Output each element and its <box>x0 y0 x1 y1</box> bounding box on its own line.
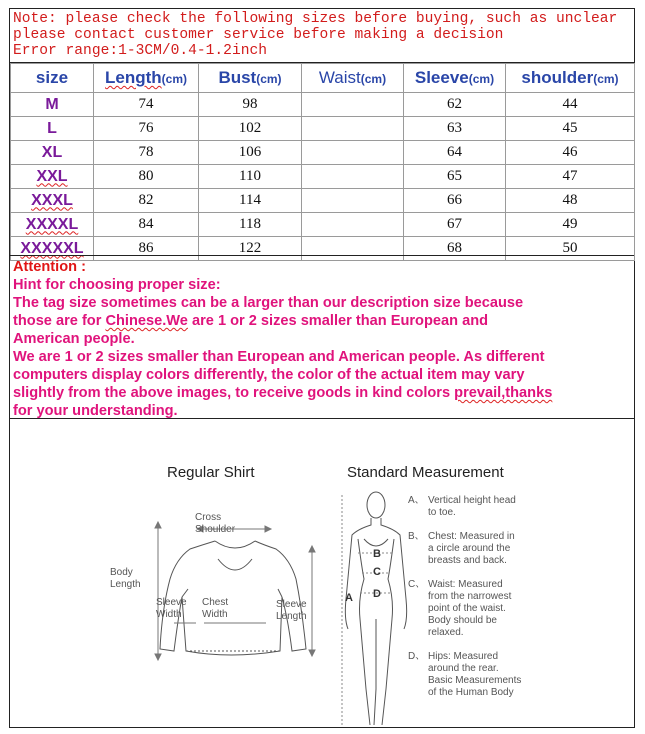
size-value-cell: 66 <box>404 189 506 213</box>
attention-p2-line1: We are 1 or 2 sizes smaller than European and American people. As different <box>13 349 545 365</box>
table-row <box>11 165 635 189</box>
measurement-description-line: relaxed. <box>428 627 464 638</box>
size-value-cell <box>302 213 404 237</box>
header-waist-label: Waist <box>318 68 361 87</box>
size-value-cell: 98 <box>199 93 302 117</box>
measurement-description-line: from the narrowest <box>428 591 512 602</box>
marker-c: C <box>373 566 381 578</box>
size-value-cell <box>302 165 404 189</box>
header-shoulder <box>506 64 635 93</box>
size-value-cell: 86 <box>94 237 199 261</box>
size-value-cell: 46 <box>506 141 635 165</box>
size-value-cell <box>302 141 404 165</box>
body-length-label-2: Length <box>110 579 141 590</box>
sleeve-length-label-2: Length <box>276 611 307 622</box>
measurement-description-line: of the Human Body <box>428 687 514 698</box>
size-table-header <box>11 64 635 93</box>
measurement-description-line: Basic Measurements <box>428 675 522 686</box>
attention-hint: Hint for choosing proper size: <box>13 277 221 293</box>
attention-p1-underlined: Chinese.We <box>105 313 188 329</box>
chest-width-label-1: Chest <box>202 597 229 608</box>
size-value-cell: 122 <box>199 237 302 261</box>
header-bust-label: Bust <box>218 68 257 87</box>
size-table-body <box>11 93 635 261</box>
size-value-cell: 74 <box>94 93 199 117</box>
size-value-cell: 84 <box>94 213 199 237</box>
measurement-description-line: point of the waist. <box>428 603 506 614</box>
size-value-cell: 76 <box>94 117 199 141</box>
measurement-key: B、 <box>408 531 425 542</box>
size-value-cell: 118 <box>199 213 302 237</box>
size-name-text: XXXXL <box>25 215 79 233</box>
table-row <box>11 213 635 237</box>
body-silhouette-illustration <box>336 489 416 729</box>
attention-p1-text-2: are 1 or 2 sizes smaller than European and <box>187 313 489 329</box>
size-value-cell: 49 <box>506 213 635 237</box>
attention-p2-line2: computers display colors differently, the color of the actual item may vary <box>13 367 525 383</box>
header-length-label: Length <box>105 68 162 87</box>
measurement-description-line: Hips: Measured <box>428 651 499 662</box>
size-name-text: XXL <box>36 167 68 185</box>
table-row <box>11 141 635 165</box>
marker-a: A <box>345 592 353 604</box>
header-shoulder-label: shoulder <box>521 68 594 87</box>
attention-p2-line4: for your understanding. <box>13 403 178 419</box>
header-shoulder-unit: (cm) <box>593 72 619 86</box>
marker-d: D <box>373 588 381 600</box>
size-name-cell: L <box>11 117 94 141</box>
attention-p2-line3 <box>13 384 634 402</box>
header-sleeve <box>404 64 506 93</box>
size-name-cell: XL <box>11 141 94 165</box>
header-bust-unit: (cm) <box>256 72 282 86</box>
table-row <box>11 117 635 141</box>
attention-p1-line3: American people. <box>13 331 135 347</box>
attention-p1-line1: The tag size sometimes can be a larger than our description size because <box>13 295 524 311</box>
size-value-cell: 82 <box>94 189 199 213</box>
size-value-cell <box>302 93 404 117</box>
measurement-diagram <box>10 419 634 728</box>
size-value-cell: 50 <box>506 237 635 261</box>
measurement-key: D、 <box>408 651 426 662</box>
header-bust <box>199 64 302 93</box>
table-row <box>11 189 635 213</box>
note-line-3: Error range:1-3CM/0.4-1.2inch <box>13 43 267 59</box>
size-value-cell: 67 <box>404 213 506 237</box>
size-name-cell <box>11 189 94 213</box>
measurement-description-line: a circle around the <box>428 543 511 554</box>
size-value-cell: 102 <box>199 117 302 141</box>
body-length-label-1: Body <box>110 567 133 578</box>
sleeve-length-label-1: Sleeve <box>276 599 307 610</box>
sleeve-width-label-2: Width <box>156 609 182 620</box>
attention-p2-text: slightly from the above images, to receive goods in kind colors <box>13 385 455 401</box>
attention-p2-underlined: prevail,thanks <box>454 385 553 401</box>
chest-width-label-2: Width <box>202 609 228 620</box>
table-row <box>11 93 635 117</box>
size-value-cell: 78 <box>94 141 199 165</box>
size-value-cell: 44 <box>506 93 635 117</box>
size-name-text: XXXXXL <box>20 239 84 257</box>
measurement-key: C、 <box>408 579 426 590</box>
size-name-cell <box>11 165 94 189</box>
measurement-description-line: Vertical height head <box>428 495 516 506</box>
measurement-key: A、 <box>408 495 425 506</box>
measurement-description-line: Chest: Measured in <box>428 531 515 542</box>
size-value-cell: 47 <box>506 165 635 189</box>
measurement-description-line: around the rear. <box>428 663 499 674</box>
measurement-description-line: to toe. <box>428 507 456 518</box>
size-value-cell: 114 <box>199 189 302 213</box>
size-value-cell: 110 <box>199 165 302 189</box>
standard-measurement-title: Standard Measurement <box>347 464 504 481</box>
header-size <box>11 64 94 93</box>
size-value-cell <box>302 117 404 141</box>
header-sleeve-label: Sleeve <box>414 68 469 87</box>
cross-shoulder-label-2: Shoulder <box>195 524 236 535</box>
regular-shirt-title: Regular Shirt <box>167 464 255 481</box>
header-sleeve-unit: (cm) <box>468 72 495 86</box>
attention-p1-text: those are for <box>13 313 106 329</box>
size-name-text: XXXL <box>31 191 73 209</box>
header-waist <box>302 64 404 93</box>
size-chart-frame <box>9 8 635 728</box>
size-value-cell: 80 <box>94 165 199 189</box>
measurement-description-line: Waist: Measured <box>428 579 503 590</box>
size-value-cell: 45 <box>506 117 635 141</box>
note-banner <box>10 9 634 63</box>
header-size-label: size <box>35 68 69 87</box>
size-name-cell: M <box>11 93 94 117</box>
size-value-cell: 68 <box>404 237 506 261</box>
note-line-2: please contact customer service before making a decision <box>13 27 504 43</box>
header-length-unit: (cm) <box>161 72 187 86</box>
marker-b: B <box>373 548 381 560</box>
measurement-description-line: breasts and back. <box>428 555 507 566</box>
size-value-cell: 106 <box>199 141 302 165</box>
size-name-cell <box>11 213 94 237</box>
size-value-cell: 48 <box>506 189 635 213</box>
size-value-cell: 62 <box>404 93 506 117</box>
attention-title: Attention : <box>13 259 86 275</box>
size-value-cell: 65 <box>404 165 506 189</box>
header-waist-unit: (cm) <box>360 72 387 86</box>
attention-section <box>10 255 634 419</box>
size-value-cell: 63 <box>404 117 506 141</box>
header-length <box>94 64 199 93</box>
note-line-1: Note: please check the following sizes before buying, such as unclear <box>13 11 618 27</box>
size-table <box>10 63 635 261</box>
sleeve-width-label-1: Sleeve <box>156 597 187 608</box>
measurement-description-line: Body should be <box>428 615 497 626</box>
cross-shoulder-label-1: Cross <box>195 512 222 523</box>
attention-p1-line2 <box>13 312 634 330</box>
size-value-cell: 64 <box>404 141 506 165</box>
size-value-cell <box>302 189 404 213</box>
